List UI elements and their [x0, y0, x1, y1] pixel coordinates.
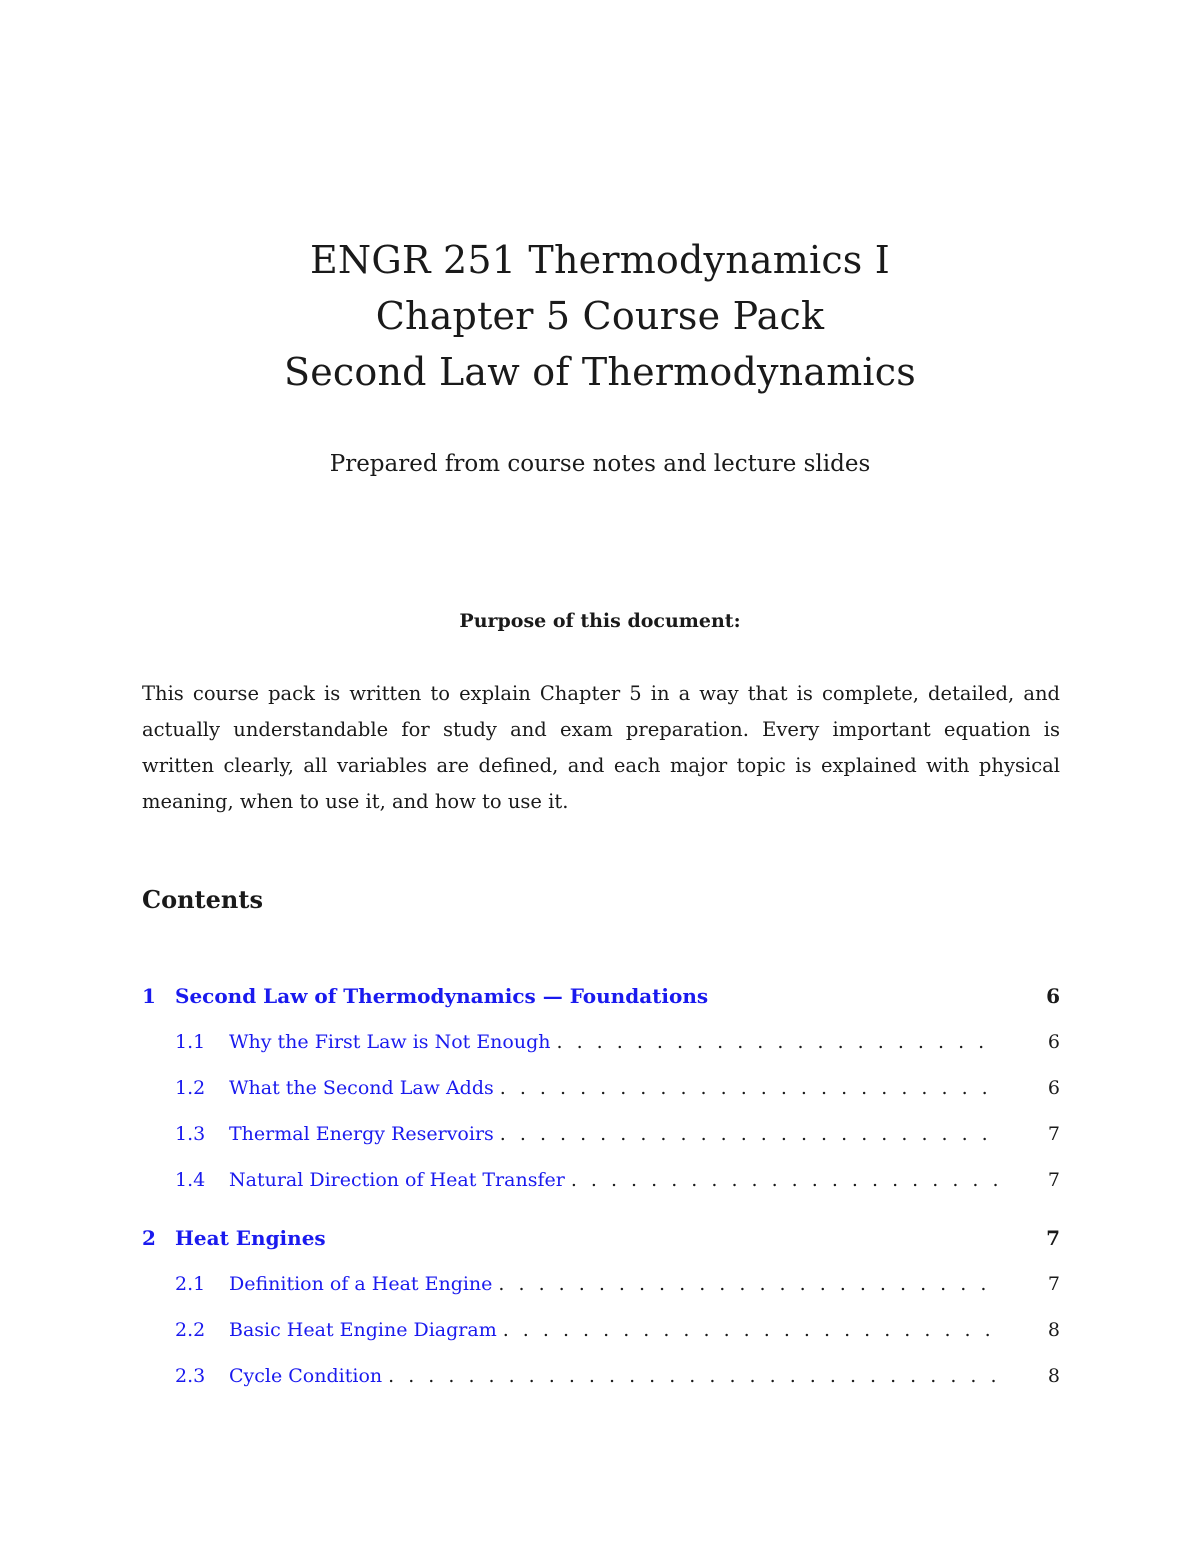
- toc-subsection-link[interactable]: [142, 1266, 1060, 1302]
- toc-dot-leader: [503, 1312, 1000, 1348]
- toc-subsection-title: Definition of a Heat Engine: [229, 1273, 493, 1295]
- toc-section-1: [142, 978, 1060, 1198]
- toc-subsection-title: Cycle Condition: [229, 1365, 383, 1387]
- toc-subsection-number: 2.2: [175, 1319, 206, 1341]
- toc-subsection-number: 1.1: [175, 1031, 206, 1053]
- toc-dot-leader: [500, 1116, 1000, 1152]
- toc-subsection-title: Natural Direction of Heat Transfer: [229, 1169, 565, 1191]
- title-line-2: Chapter 5 Course Pack: [375, 294, 825, 338]
- toc-section-title: Second Law of Thermodynamics — Foundations: [175, 984, 709, 1008]
- toc-section-number: 1: [142, 984, 156, 1008]
- toc-section-link[interactable]: [142, 978, 1060, 1014]
- toc-dot-leader: [388, 1358, 1000, 1394]
- toc-subsection-page: 7: [1047, 1273, 1060, 1295]
- toc-subsection-title: What the Second Law Adds: [229, 1077, 494, 1099]
- title-block: [0, 232, 1200, 400]
- toc-subsection-title: Why the First Law is Not Enough: [229, 1031, 551, 1053]
- toc-subsection-page: 7: [1047, 1169, 1060, 1191]
- toc-subsection-page: 8: [1047, 1365, 1060, 1387]
- toc-subsection-page: 6: [1047, 1077, 1060, 1099]
- toc-subsection-link[interactable]: [142, 1070, 1060, 1106]
- toc-subsection-link[interactable]: [142, 1116, 1060, 1152]
- toc-subsection-link[interactable]: [142, 1162, 1060, 1198]
- toc-subsection-number: 1.4: [175, 1169, 206, 1191]
- toc-section-page: 6: [1046, 984, 1060, 1008]
- toc-dot-leader: [498, 1266, 1000, 1302]
- toc-subsection-link[interactable]: [142, 1312, 1060, 1348]
- purpose-heading: Purpose of this document:: [459, 610, 741, 632]
- toc-section-page: 7: [1046, 1226, 1060, 1250]
- toc-subsection-number: 1.3: [175, 1123, 206, 1145]
- toc-subsection-page: 7: [1047, 1123, 1060, 1145]
- toc-subsection-title: Thermal Energy Reservoirs: [229, 1123, 494, 1145]
- toc-section-number: 2: [142, 1226, 156, 1250]
- subtitle: Prepared from course notes and lecture slides: [329, 451, 871, 477]
- toc-subsection-link[interactable]: [142, 1358, 1060, 1394]
- toc-section-2: [142, 1220, 1060, 1394]
- table-of-contents: [142, 978, 1060, 1394]
- toc-dot-leader: [571, 1162, 1000, 1198]
- title-line-1: ENGR 251 Thermodynamics I: [309, 238, 890, 282]
- toc-subsection-number: 2.1: [175, 1273, 206, 1295]
- toc-dot-leader: [500, 1070, 1000, 1106]
- toc-subsection-page: 6: [1047, 1031, 1060, 1053]
- toc-section-title: Heat Engines: [175, 1226, 326, 1250]
- toc-section-link[interactable]: [142, 1220, 1060, 1256]
- toc-subsection-link[interactable]: [142, 1024, 1060, 1060]
- contents-heading: Contents: [142, 885, 263, 914]
- toc-dot-leader: [557, 1024, 1001, 1060]
- toc-subsection-page: 8: [1047, 1319, 1060, 1341]
- toc-subsection-number: 2.3: [175, 1365, 206, 1387]
- title-line-3: Second Law of Thermodynamics: [284, 350, 916, 394]
- toc-subsection-title: Basic Heat Engine Diagram: [229, 1319, 497, 1341]
- purpose-body: This course pack is written to explain Chapter 5 in a way that is complete, detailed, and actually understandable for study and exam preparation. Every important equation is written clearly, all variables are defined, and each major topic is explained with physical meaning, when to use it, and how to use it.: [142, 682, 1060, 813]
- toc-subsection-number: 1.2: [175, 1077, 206, 1099]
